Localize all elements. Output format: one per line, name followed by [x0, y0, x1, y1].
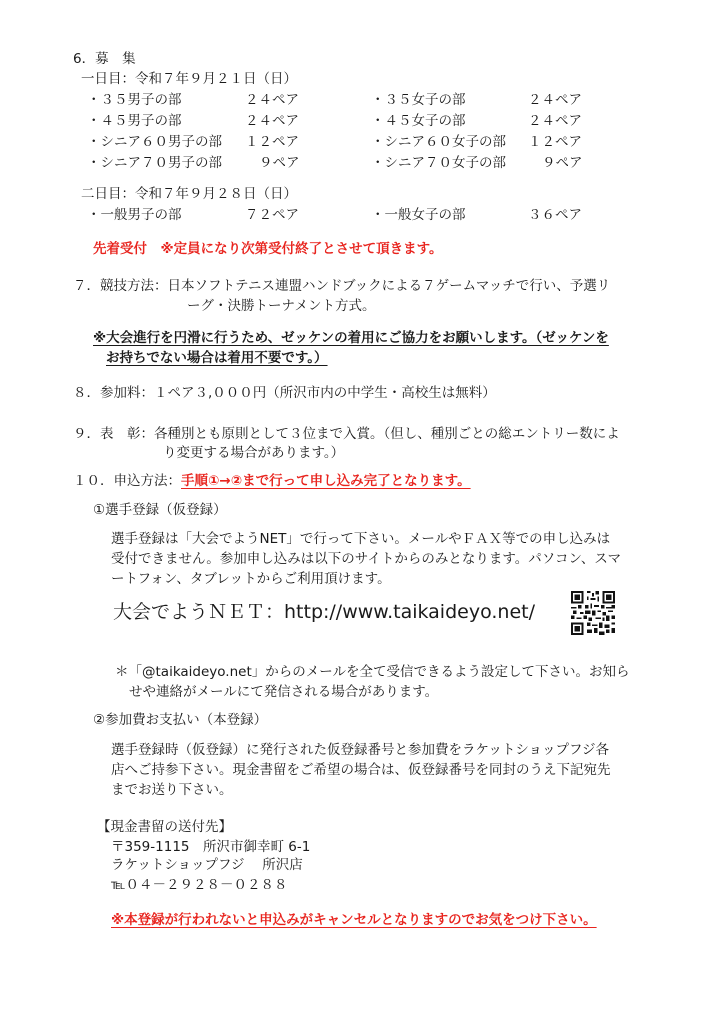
mail-note-1: ＊「@taikaideyo.net」からのメールを全て受信できるよう設定して下さい。お知ら	[115, 664, 630, 680]
list-item: ・シニア６０女子の部	[371, 134, 506, 150]
section-9-line1: ９．表 彰：各種別とも原則として３位まで入賞。（但し、種別ごとの総エントリー数によ	[73, 426, 620, 442]
cancel-warning: ※本登録が行われないと申込みがキャンセルとなりますのでお気をつけ下さい。	[111, 912, 597, 928]
day1-date: 一日目：令和７年９月２１日（日）	[81, 71, 297, 87]
list-item: ・一般女子の部	[371, 207, 466, 223]
step2-text-1: 選手登録時（仮登録）に発行された仮登録番号と参加費をラケットショップフジ各	[111, 742, 610, 758]
pair-count: ７２ペア	[245, 207, 299, 223]
section-9-line2: り変更する場合があります。）	[163, 445, 345, 461]
step1-text-1: 選手登録は「大会でようNET」で行って下さい。メールやＦＡＸ等での申し込みは	[111, 531, 611, 547]
step1-text-3: ートフォン、タブレットからご利用頂けます。	[111, 571, 391, 587]
pair-count: ３６ペア	[528, 207, 582, 223]
list-item: ・４５女子の部	[371, 113, 466, 129]
step2-text-3: までお送り下さい。	[111, 782, 233, 798]
pair-count: １２ペア	[528, 134, 582, 150]
step2-text-2: 店へご持参下さい。現金書留をご希望の場合は、仮登録番号を同封のうえ下記宛先	[111, 762, 611, 778]
section-7-line2: ーグ・決勝トーナメント方式。	[187, 298, 376, 314]
bib-note-line1: ※大会進行を円滑に行うため、ゼッケンの着用にご協力をお願いします。（ゼッケンを	[93, 330, 609, 346]
pair-count: ２４ペア	[528, 92, 582, 108]
pair-count: １２ペア	[245, 134, 299, 150]
pair-count: ９ペア	[542, 155, 583, 171]
list-item: ・４５男子の部	[87, 113, 182, 129]
section-10-label: １０．申込方法：	[73, 473, 181, 489]
first-come-notice: 先着受付 ※定員になり次第受付終了とさせて頂きます。	[93, 241, 443, 257]
section-8-fee: ８．参加料：１ペア３,０００円（所沢市内の中学生・高校生は無料）	[73, 385, 496, 401]
pair-count: ９ペア	[259, 155, 300, 171]
procedure-highlight: 手順①→②まで行って申し込み完了となります。	[181, 473, 471, 489]
list-item: ・シニア７０男子の部	[87, 155, 222, 171]
step1-text-2: 受付できません。参加申し込みは以下のサイトからのみとなります。パソコン、スマ	[111, 551, 622, 567]
list-item: ・一般男子の部	[87, 207, 182, 223]
day2-date: 二日目：令和７年９月２８日（日）	[81, 186, 297, 202]
pair-count: ２４ペア	[245, 92, 299, 108]
site-url-link[interactable]: 大会でようＮＥＴ：http://www.taikaideyo.net/	[113, 601, 535, 623]
section-6-heading: 6．募 集	[73, 51, 136, 67]
address-shop: ラケットショップフジ 所沢店	[111, 857, 303, 873]
mail-note-2: せや連絡がメールにて発信される場合があります。	[129, 684, 439, 700]
address-postal: 〒359-1115 所沢市御幸町 6-1	[111, 839, 311, 855]
step2-title: ②参加費お支払い（本登録）	[93, 712, 268, 728]
pair-count: ２４ペア	[245, 113, 299, 129]
list-item: ・３５女子の部	[371, 92, 466, 108]
section-10-heading	[73, 472, 471, 491]
pair-count: ２４ペア	[528, 113, 582, 129]
qr-code-icon	[571, 591, 615, 635]
address-phone: ℡０４－２９２８－０２８８	[111, 877, 288, 893]
step1-title: ①選手登録（仮登録）	[93, 502, 227, 518]
list-item: ・３５男子の部	[87, 92, 182, 108]
bib-note-line2: お持ちでない場合は着用不要です。）	[106, 350, 328, 366]
list-item: ・シニア６０男子の部	[87, 134, 222, 150]
list-item: ・シニア７０女子の部	[371, 155, 506, 171]
section-7-line1: ７．競技方法：日本ソフトテニス連盟ハンドブックによる７ゲームマッチで行い、予選リ	[73, 278, 611, 294]
address-title: 【現金書留の送付先】	[97, 819, 232, 835]
